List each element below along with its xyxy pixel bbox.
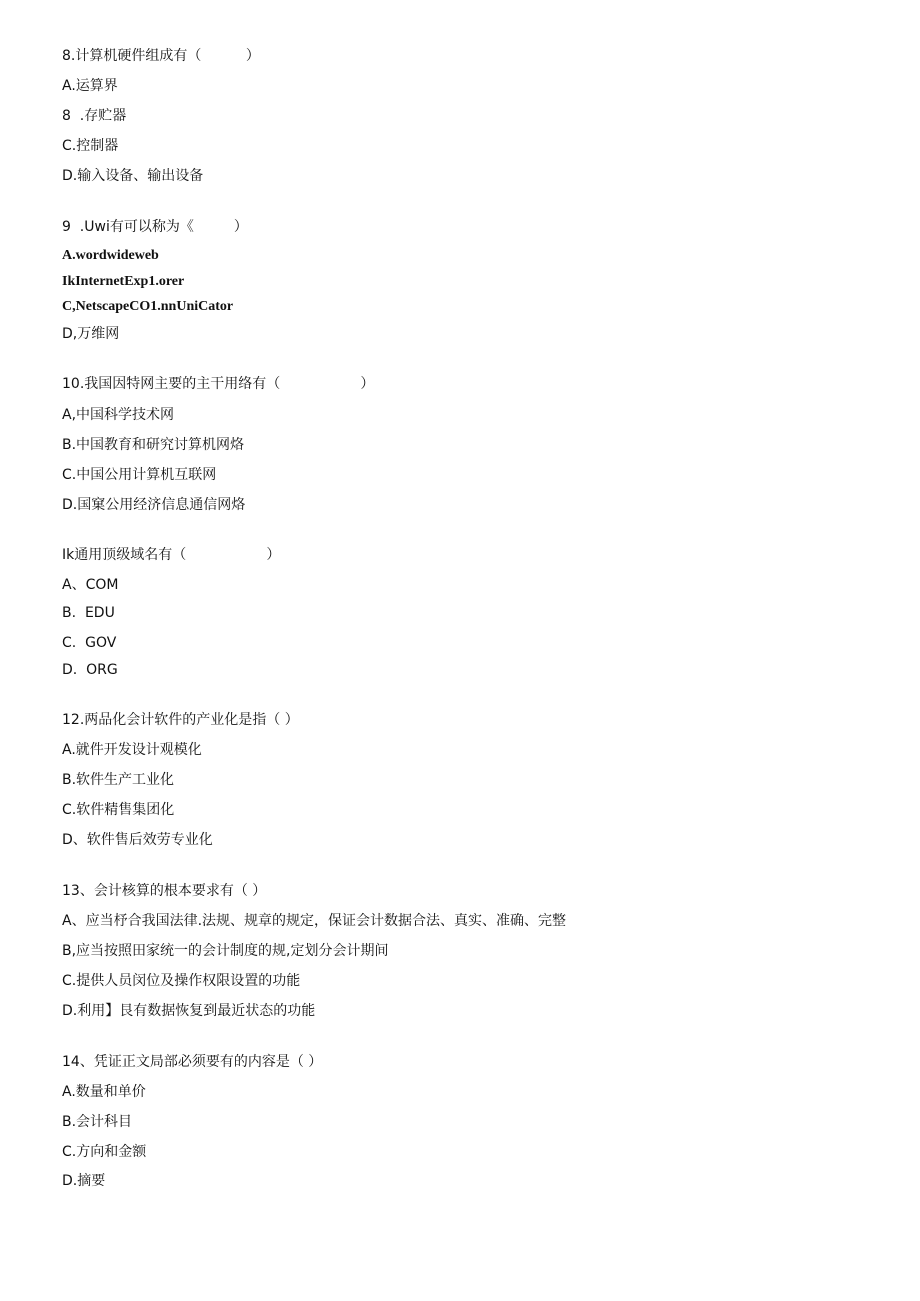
question-11-option-b: B. EDU [62,605,115,621]
question-11-option-a: A、COM [62,577,119,593]
question-10-option-c: C.中国公用计算机互联网 [62,467,217,483]
question-8-option-d: D.输入设备、输出设备 [62,168,204,184]
question-13-option-d: D.利用】艮有数据恢复到最近状态的功能 [62,1003,316,1019]
question-8-option-b: 8 .存贮器 [62,108,127,124]
question-10-option-a: A,中国科学技术网 [62,407,175,423]
question-13-option-a: A、应当杼合我国法律.法规、规章的规定，保证会计数据合法、真实、准确、完整 [62,913,567,929]
question-14-stem: 14、凭证正文局部必须要有的内容是（ ） [62,1054,323,1070]
question-10-option-d: D.国窠公用经济信息通信网烙 [62,497,246,513]
question-9-option-d: D,万维网 [62,326,120,342]
question-12-option-d: D、软件售后效劳专业化 [62,832,213,848]
question-10-stem: 10.我国因特网主要的主干用络有（ ） [62,376,375,392]
question-8-option-a: A.运算界 [62,78,118,94]
question-11-option-c: C. GOV [62,635,117,651]
question-14-option-a: A.数量和单价 [62,1084,146,1100]
question-11-stem: Ik通用顶级域名有（ ） [62,547,281,563]
question-8-stem: 8.计算机硬件组成有（ ） [62,48,260,64]
question-12-option-b: B.软件生产工业化 [62,772,175,788]
question-13-stem: 13、会计核算的根本要求有（ ） [62,883,267,899]
question-9-option-a: A.wordwideweb [62,248,159,263]
question-13-option-b: B,应当按照田家统一的会计制度的规,定划分会计期间 [62,943,389,959]
question-8-option-c: C.控制器 [62,138,119,154]
question-14-option-c: C.方向和金额 [62,1144,147,1160]
question-12-stem: 12.两品化会计软件的产业化是指（ ） [62,712,299,728]
question-10-option-b: B.中国教育和研究讨算机网烙 [62,437,245,453]
question-13-option-c: C.提供人员闵位及操作权限设置的功能 [62,973,301,989]
question-9-stem: 9 .Uwi有可以称为《 ） [62,219,248,235]
question-9-option-c: C,NetscapeCO1.nnUniCator [62,299,234,314]
question-9-option-b: IkInternetExp1.orer [62,274,185,289]
question-14-option-d: D.摘要 [62,1173,106,1189]
question-11-option-d: D. ORG [62,662,118,678]
question-12-option-c: C.软件精售集团化 [62,802,175,818]
question-12-option-a: A.就件开发设计观模化 [62,742,202,758]
question-14-option-b: B.会计科目 [62,1114,133,1130]
